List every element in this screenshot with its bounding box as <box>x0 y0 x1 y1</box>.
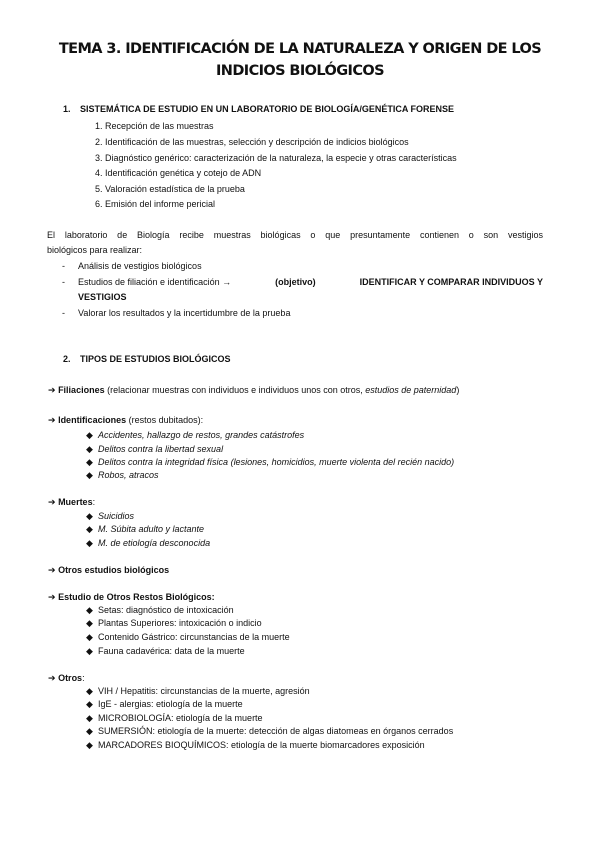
section-1-number: 1. <box>63 104 71 114</box>
filiaciones-end: ) <box>456 385 460 395</box>
otros-restos-item-3 <box>86 632 290 643</box>
filiaciones-text: (relacionar muestras con individuos e individuos unos con otros, <box>104 385 366 395</box>
section-2-number: 2. <box>63 354 71 364</box>
step-3: 3. Diagnóstico genérico: caracterización de la naturaleza, la especie y otras características <box>95 153 457 163</box>
muertes-item-text: Suicidios <box>98 511 135 521</box>
otros-restos-item-text: Contenido Gástrico: circunstancias de la muerte <box>98 632 290 642</box>
otros-restos-item-text: Fauna cadavérica: data de la muerte <box>98 646 245 656</box>
identificaciones-item-1 <box>86 430 304 441</box>
diamond-bullet-icon: ◆ <box>86 511 93 521</box>
identificaciones-text: (restos dubitados): <box>126 415 204 425</box>
diamond-bullet-icon: ◆ <box>86 470 93 480</box>
otros-restos-line <box>48 592 215 603</box>
otros-restos-item-4 <box>86 646 245 657</box>
otros-item-text: IgE - alergias: etiología de la muerte <box>98 699 243 709</box>
intro-bullet-3: Valorar los resultados y la incertidumbre de la prueba <box>78 308 291 318</box>
page-title-line-2: INDICIOS BIOLÓGICOS <box>216 63 384 79</box>
muertes-colon: : <box>92 497 96 507</box>
identificaciones-item-2 <box>86 444 223 455</box>
identificaciones-item-text: Delitos contra la libertad sexual <box>98 444 224 454</box>
otros-restos-item-2 <box>86 618 262 629</box>
otros-item-text: VIH / Hepatitis: circunstancias de la muerte, agresión <box>98 686 310 696</box>
diamond-bullet-icon: ◆ <box>86 524 93 534</box>
otros-item-4 <box>86 726 453 737</box>
step-2: 2. Identificación de las muestras, selección y descripción de indicios biológicos <box>95 137 409 147</box>
intro-bullet-1: Análisis de vestigios biológicos <box>78 261 202 271</box>
diamond-bullet-icon: ◆ <box>86 430 93 440</box>
intro-bullet-2-objective: (objetivo) <box>275 277 316 287</box>
muertes-item-text: M. de etiología desconocida <box>98 538 211 548</box>
filiaciones-italic: estudios de paternidad <box>365 385 457 395</box>
otros-restos-item-text: Plantas Superiores: intoxicación o indicio <box>98 618 262 628</box>
muertes-item-text: M. Súbita adulto y lactante <box>98 524 205 534</box>
arrow-right-icon: ➔ <box>48 592 56 602</box>
intro-bullet-2-text: Estudios de filiación e identificación → <box>78 277 232 287</box>
step-4: 4. Identificación genética y cotejo de ADN <box>95 168 262 178</box>
arrow-right-icon: ➔ <box>48 415 56 425</box>
otros-item-text: MARCADORES BIOQUÍMICOS: etiología de la muerte biomarcadores exposición <box>98 740 425 750</box>
diamond-bullet-icon: ◆ <box>86 457 93 467</box>
otros-restos-label: Estudio de Otros Restos Biológicos: <box>58 592 215 602</box>
otros-line <box>48 673 85 684</box>
otros-estudios-line <box>48 565 169 576</box>
muertes-item-3 <box>86 538 210 549</box>
identificaciones-item-text: Robos, atracos <box>98 470 159 480</box>
filiaciones-line <box>48 385 459 396</box>
otros-colon: : <box>82 673 85 683</box>
intro-line-2: biológicos para realizar: <box>47 245 143 255</box>
dash-3: - <box>62 308 65 318</box>
diamond-bullet-icon: ◆ <box>86 713 93 723</box>
arrow-right-icon: ➔ <box>48 497 56 507</box>
step-6: 6. Emisión del informe pericial <box>95 199 216 209</box>
otros-item-5 <box>86 740 425 751</box>
otros-item-2 <box>86 699 243 710</box>
diamond-bullet-icon: ◆ <box>86 740 93 750</box>
diamond-bullet-icon: ◆ <box>86 686 93 696</box>
diamond-bullet-icon: ◆ <box>86 699 93 709</box>
otros-item-text: MICROBIOLOGÍA: etiología de la muerte <box>98 713 263 723</box>
muertes-label: Muertes <box>58 497 93 507</box>
otros-item-1 <box>86 686 310 697</box>
otros-estudios-label: Otros estudios biológicos <box>58 565 170 575</box>
section-2-heading: TIPOS DE ESTUDIOS BIOLÓGICOS <box>80 354 231 364</box>
muertes-line <box>48 497 95 508</box>
otros-item-text: SUMERSIÓN: etiología de la muerte: detección de algas diatomeas en órganos cerrados <box>98 726 454 736</box>
section-1-heading: SISTEMÁTICA DE ESTUDIO EN UN LABORATORIO DE BIOLOGÍA/GENÉTICA FORENSE <box>80 104 455 114</box>
identificaciones-item-3 <box>86 457 454 468</box>
diamond-bullet-icon: ◆ <box>86 632 93 642</box>
intro-bullet-2 <box>78 277 543 288</box>
diamond-bullet-icon: ◆ <box>86 618 93 628</box>
diamond-bullet-icon: ◆ <box>86 605 93 615</box>
identificaciones-line <box>48 415 203 426</box>
muertes-item-2 <box>86 524 204 535</box>
identificaciones-item-text: Accidentes, hallazgo de restos, grandes catástrofes <box>98 430 305 440</box>
diamond-bullet-icon: ◆ <box>86 444 93 454</box>
dash-2: - <box>62 277 65 287</box>
diamond-bullet-icon: ◆ <box>86 726 93 736</box>
identificaciones-label: Identificaciones <box>58 415 127 425</box>
intro-bullet-2-continuation: VESTIGIOS <box>78 292 127 302</box>
arrow-right-icon: ➔ <box>48 385 56 395</box>
otros-item-3 <box>86 713 263 724</box>
intro-bullet-2-bold: IDENTIFICAR Y COMPARAR INDIVIDUOS Y <box>359 277 543 287</box>
filiaciones-label: Filiaciones <box>58 385 105 395</box>
dash-1: - <box>62 261 65 271</box>
identificaciones-item-text: Delitos contra la integridad física (lesiones, homicidios, muerte violenta del recién nacido) <box>98 457 455 467</box>
otros-label: Otros <box>58 673 83 683</box>
diamond-bullet-icon: ◆ <box>86 646 93 656</box>
identificaciones-item-4 <box>86 470 159 481</box>
diamond-bullet-icon: ◆ <box>86 538 93 548</box>
arrow-right-icon: ➔ <box>48 673 56 683</box>
arrow-right-icon: ➔ <box>48 565 56 575</box>
step-5: 5. Valoración estadística de la prueba <box>95 184 245 194</box>
muertes-item-1 <box>86 511 134 522</box>
intro-line-1: El laboratorio de Biología recibe muestras biológicas o que presuntamente contienen o son vestigios <box>47 230 543 240</box>
page-title-line-1: TEMA 3. IDENTIFICACIÓN DE LA NATURALEZA Y ORIGEN DE LOS <box>58 41 542 57</box>
otros-restos-item-text: Setas: diagnóstico de intoxicación <box>98 605 234 615</box>
otros-restos-item-1 <box>86 605 234 616</box>
step-1: 1. Recepción de las muestras <box>95 121 214 131</box>
